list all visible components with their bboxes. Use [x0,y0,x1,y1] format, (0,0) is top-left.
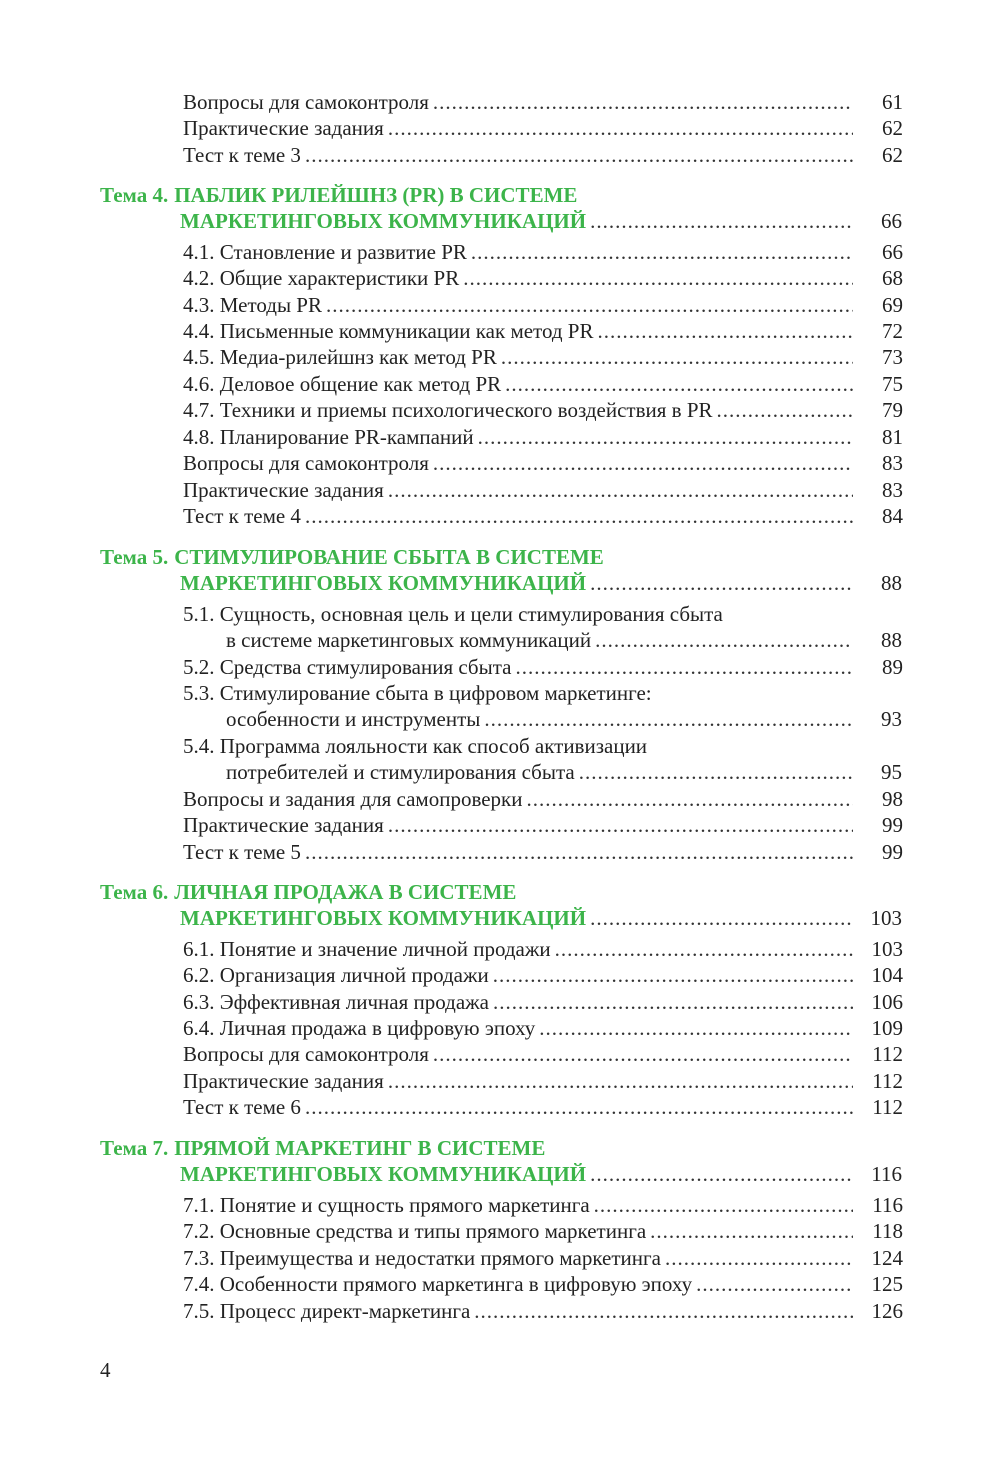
toc-entry-label: 6.3. Эффективная личная продажа [183,990,489,1014]
toc-page-number: 69 [882,293,903,317]
leader-dots [388,1067,853,1095]
topic-heading-continuation[interactable] [180,207,902,235]
leader-dots [505,370,853,398]
toc-entry-label[interactable]: 5.4. Программа лояльности как способ активизации [183,734,648,758]
toc-entry[interactable] [183,935,903,963]
toc-page-number: 68 [882,266,903,290]
leader-dots [579,758,852,786]
leader-dots [484,705,852,733]
toc-entry[interactable] [226,758,902,786]
toc-page-number: 106 [871,990,903,1014]
toc-entry-label: Практические задания [183,478,384,502]
toc-page-number: 89 [882,655,903,679]
toc-entry[interactable] [183,449,903,477]
leader-dots [388,114,853,142]
leader-dots [696,1270,853,1298]
toc-page-number: 83 [882,478,903,502]
toc-entry-label: Тест к теме 5 [183,840,301,864]
toc-entry[interactable] [226,705,902,733]
toc-entry[interactable] [183,1244,903,1272]
toc-page-number: 62 [882,143,903,167]
toc-entry-label: 7.1. Понятие и сущность прямого маркетинга [183,1193,590,1217]
toc-entry-label: Практические задания [183,116,384,140]
topic-number: Тема 7. [100,1136,169,1160]
toc-entry-label: Вопросы и задания для самопроверки [183,787,523,811]
toc-page-number: 112 [872,1069,903,1093]
toc-entry[interactable] [183,264,903,292]
leader-dots [471,238,853,266]
leader-dots [493,961,853,989]
topic-number: Тема 6. [100,880,169,904]
toc-entry-label: 4.8. Планирование PR-кампаний [183,425,474,449]
leader-dots [501,343,853,371]
topic-heading-continuation[interactable] [180,569,902,597]
topic-title: ПАБЛИК РИЛЕЙШНЗ (PR) В СИСТЕМЕ [174,183,578,207]
toc-page-number: 72 [882,319,903,343]
toc-entry-label: 7.4. Особенности прямого маркетинга в цифровую эпоху [183,1272,693,1296]
toc-page-number: 118 [872,1219,903,1243]
toc-entry-label: 7.2. Основные средства и типы прямого маркетинга [183,1219,647,1243]
toc-page-number: 99 [882,813,903,837]
toc-entry[interactable] [183,1067,903,1095]
toc-page-number: 124 [871,1246,903,1270]
toc-page-number: 95 [881,760,902,784]
toc-entry-label: 6.2. Организация личной продажи [183,963,489,987]
toc-entry[interactable] [183,476,903,504]
topic-heading[interactable] [100,181,577,209]
toc-entry-label: 4.1. Становление и развитие PR [183,240,467,264]
toc-page-number: 84 [882,504,903,528]
toc-page-number: 66 [881,209,902,233]
toc-entry-label: 4.5. Медиа-рилейшнз как метод PR [183,345,497,369]
leader-dots [433,449,853,477]
toc-page-number: 88 [881,628,902,652]
toc-entry-label[interactable]: 5.1. Сущность, основная цель и цели стимулирования сбыта [183,602,723,626]
topic-number: Тема 5. [100,545,169,569]
leader-dots [326,291,853,319]
toc-entry[interactable] [183,961,903,989]
toc-page-number: 103 [870,906,902,930]
toc-entry-label: 7.3. Преимущества и недостатки прямого маркетинга [183,1246,661,1270]
toc-page-number: 81 [882,425,903,449]
toc-page-number: 62 [882,116,903,140]
toc-entry[interactable] [183,1191,903,1219]
topic-heading[interactable] [100,1134,545,1162]
toc-entry-label: особенности и инструменты [226,707,481,731]
toc-entry-label: Вопросы для самоконтроля [183,451,429,475]
toc-entry-label[interactable]: 5.3. Стимулирование сбыта в цифровом маркетинге: [183,681,652,705]
toc-page-number: 116 [871,1162,902,1186]
toc-entry[interactable] [183,317,903,345]
toc-entry[interactable] [183,291,903,319]
leader-dots [388,811,853,839]
toc-page-number: 73 [882,345,903,369]
toc-page-number: 103 [871,937,903,961]
leader-dots [388,476,853,504]
leader-dots [515,653,853,681]
toc-page-number: 83 [882,451,903,475]
topic-title: МАРКЕТИНГОВЫХ КОММУНИКАЦИЙ [180,1162,587,1186]
toc-entry-label: в системе маркетинговых коммуникаций [226,628,592,652]
toc-entry[interactable] [183,1014,903,1042]
topic-title: ЛИЧНАЯ ПРОДАЖА В СИСТЕМЕ [174,880,517,904]
leader-dots [594,1191,853,1219]
toc-entry[interactable] [226,626,902,654]
toc-entry-label: 4.3. Методы PR [183,293,322,317]
leader-dots [650,1217,853,1245]
leader-dots [555,935,853,963]
toc-entry[interactable] [183,396,903,424]
leader-dots [478,423,853,451]
leader-dots [433,88,853,116]
toc-page-number: 79 [882,398,903,422]
toc-entry[interactable] [183,1217,903,1245]
topic-heading[interactable] [100,543,604,571]
topic-title: МАРКЕТИНГОВЫХ КОММУНИКАЦИЙ [180,906,587,930]
toc-entry-label: Практические задания [183,813,384,837]
toc-entry-label: Тест к теме 6 [183,1095,301,1119]
leader-dots [595,626,852,654]
toc-entry[interactable] [183,423,903,451]
toc-entry-label: 4.6. Деловое общение как метод PR [183,372,502,396]
toc-page-number: 112 [872,1095,903,1119]
toc-page-number: 104 [871,963,903,987]
toc-entry-label: 4.2. Общие характеристики PR [183,266,460,290]
toc-entry[interactable] [183,1297,903,1325]
leader-dots [305,502,853,530]
toc-entry-label: Вопросы для самоконтроля [183,1042,429,1066]
toc-entry[interactable] [183,811,903,839]
topic-heading-continuation[interactable] [180,904,902,932]
topic-title: ПРЯМОЙ МАРКЕТИНГ В СИСТЕМЕ [174,1136,546,1160]
leader-dots [590,569,852,597]
leader-dots [590,904,852,932]
toc-entry-label: потребителей и стимулирования сбыта [226,760,575,784]
toc-entry[interactable] [183,141,903,169]
leader-dots [539,1014,853,1042]
toc-entry[interactable] [183,114,903,142]
toc-entry-label: 4.7. Техники и приемы психологического воздействия в PR [183,398,713,422]
topic-title: СТИМУЛИРОВАНИЕ СБЫТА В СИСТЕМЕ [174,545,604,569]
leader-dots [527,785,854,813]
toc-page-number: 109 [871,1016,903,1040]
topic-number: Тема 4. [100,183,169,207]
topic-heading[interactable] [100,878,516,906]
leader-dots [433,1040,853,1068]
toc-entry-label: Вопросы для самоконтроля [183,90,429,114]
toc-entry-label: 6.4. Личная продажа в цифровую эпоху [183,1016,536,1040]
toc-entry[interactable] [183,238,903,266]
toc-page-number: 66 [882,240,903,264]
toc-page-number: 61 [882,90,903,114]
leader-dots [305,1093,853,1121]
toc-page-number: 125 [871,1272,903,1296]
leader-dots [305,141,853,169]
toc-entry[interactable] [183,370,903,398]
toc-entry[interactable] [183,988,903,1016]
toc-page-number: 99 [882,840,903,864]
toc-entry-label: 6.1. Понятие и значение личной продажи [183,937,551,961]
toc-entry[interactable] [183,838,903,866]
toc-entry[interactable] [183,502,903,530]
toc-entry-label: Практические задания [183,1069,384,1093]
toc-entry[interactable] [183,653,903,681]
toc-entry[interactable] [183,88,903,116]
toc-entry[interactable] [183,343,903,371]
topic-heading-continuation[interactable] [180,1160,902,1188]
leader-dots [717,396,853,424]
toc-page-number: 116 [872,1193,903,1217]
toc-entry-label: 7.5. Процесс директ-маркетинга [183,1299,471,1323]
toc-page-number: 93 [881,707,902,731]
leader-dots [474,1297,853,1325]
leader-dots [305,838,853,866]
toc-entry[interactable] [183,1270,903,1298]
topic-title: МАРКЕТИНГОВЫХ КОММУНИКАЦИЙ [180,209,587,233]
toc-entry-label: Тест к теме 4 [183,504,301,528]
leader-dots [463,264,853,292]
toc-page-number: 88 [881,571,902,595]
toc-entry-label: 4.4. Письменные коммуникации как метод PR [183,319,594,343]
toc-page-number: 126 [871,1299,903,1323]
toc-page-number: 98 [882,787,903,811]
topic-title: МАРКЕТИНГОВЫХ КОММУНИКАЦИЙ [180,571,587,595]
leader-dots [665,1244,853,1272]
leader-dots [590,207,852,235]
leader-dots [597,317,853,345]
page-number: 4 [100,1358,111,1382]
toc-entry-label: Тест к теме 3 [183,143,301,167]
leader-dots [493,988,853,1016]
toc-entry[interactable] [183,785,903,813]
toc-entry[interactable] [183,1093,903,1121]
leader-dots [590,1160,852,1188]
toc-entry-label: 5.2. Средства стимулирования сбыта [183,655,512,679]
toc-page-number: 75 [882,372,903,396]
toc-page-number: 112 [872,1042,903,1066]
toc-entry[interactable] [183,1040,903,1068]
